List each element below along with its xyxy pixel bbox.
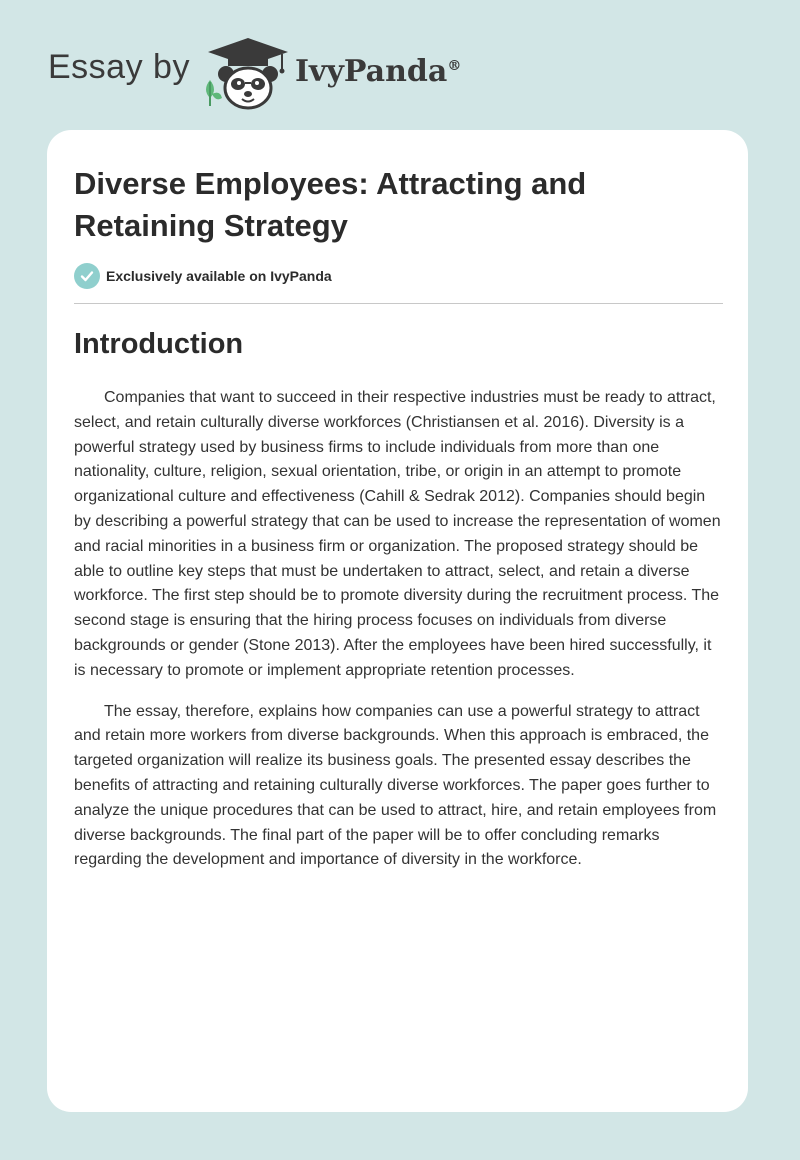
article-title: Diverse Employees: Attracting and Retaining Strategy: [74, 166, 587, 243]
exclusive-badge: [74, 263, 332, 289]
paragraph: Companies that want to succeed in their respective industries must be ready to attract, select, and retain culturally diverse workforces (Christiansen et al. 2016). Diversity is a powerful strategy used by business firms to include individuals from more than one nationality, culture, religion, sexual orientation, tribe, or origin in an attempt to promote organizational culture and effectiveness (Cahill & Sedrak 2012). Companies should begin by describing a powerful strategy that can be used to increase the representation of women and racial minorities in a business firm or organization. The proposed strategy should be able to outline key steps that must be undertaken to attract, select, and retain a diverse workforce. The first step should be to promote diversity during the recruitment process. The second stage is ensuring that the hiring process focuses on individuals from diverse backgrounds or gender (Stone 2013). After the employees have been hired successfully, it is necessary to promote or implement appropriate retention processes.: [74, 389, 721, 679]
paragraph: The essay, therefore, explains how companies can use a powerful strategy to attract and retain more workers from diverse backgrounds. When this approach is embraced, the targeted organization will realize its business goals. The presented essay describes the benefits of attracting and retaining culturally diverse workforces. The paper goes further to analyze the unique procedures that can be used to attract, hire, and retain employees from diverse backgrounds. The final part of the paper will be to offer concluding remarks regarding the development and importance of diversity in the workforce.: [74, 702, 717, 869]
site-header: [0, 0, 800, 120]
brand-prefix: Essay by: [48, 48, 190, 86]
article-body: [74, 386, 722, 889]
check-circle-icon: [74, 263, 100, 289]
section-heading: Introduction: [74, 328, 244, 360]
panda-logo-icon[interactable]: [200, 36, 296, 112]
article-card: [47, 130, 748, 1112]
badge-text: Exclusively available on IvyPanda: [106, 268, 332, 284]
brand-name[interactable]: IvyPanda®: [295, 54, 462, 89]
divider: [74, 303, 723, 304]
